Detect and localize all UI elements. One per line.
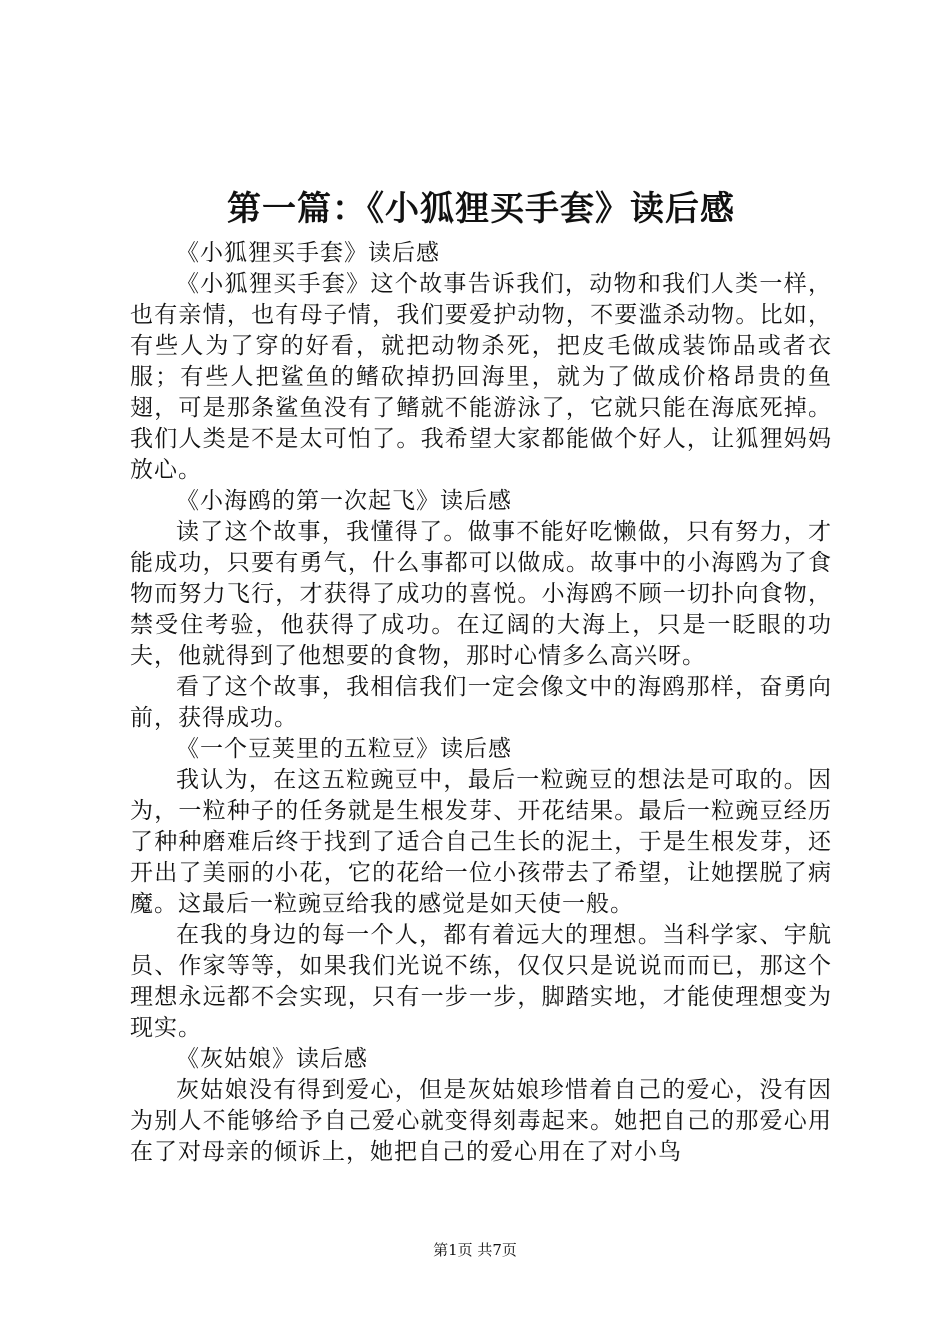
document-body <box>130 238 832 1168</box>
body-paragraph: 我认为，在这五粒豌豆中，最后一粒豌豆的想法是可取的。因为，一粒种子的任务就是生根发芽、开花结果。最后一粒豌豆经历了种种磨难后终于找到了适合自己生长的泥土，于是生根发芽，还开出了美丽的小花，它的花给一位小孩带去了希望，让她摆脱了病魔。这最后一粒豌豆给我的感觉是如天使一般。 <box>130 767 832 917</box>
body-paragraph: 《小狐狸买手套》这个故事告诉我们，动物和我们人类一样，也有亲情，也有母子情，我们要爱护动物，不要滥杀动物。比如，有些人为了穿的好看，就把动物杀死，把皮毛做成装饰品或者衣服；有些人把鲨鱼的鳍砍掉扔回海里，就为了做成价格昂贵的鱼翅，可是那条鲨鱼没有了鳍就不能游泳了，它就只能在海底死掉。我们人类是不是太可怕了。我希望大家都能做个好人，让狐狸妈妈放心。 <box>130 271 832 483</box>
section-heading: 《灰姑娘》读后感 <box>176 1046 368 1072</box>
section-heading: 《小狐狸买手套》读后感 <box>176 240 440 266</box>
section-heading: 《小海鸥的第一次起飞》读后感 <box>176 488 512 514</box>
section-heading: 《一个豆荚里的五粒豆》读后感 <box>176 736 512 762</box>
page-footer <box>0 1240 950 1260</box>
document-title: 第一篇：《小狐狸买手套》读后感 <box>227 189 735 229</box>
body-paragraph: 在我的身边的每一个人，都有着远大的理想。当科学家、宇航员、作家等等，如果我们光说不练，仅仅只是说说而而已，那这个理想永远都不会实现，只有一步一步，脚踏实地，才能使理想变为现实。 <box>130 922 832 1041</box>
body-paragraph: 读了这个故事，我懂得了。做事不能好吃懒做，只有努力，才能成功，只要有勇气，什么事都可以做成。故事中的小海鸥为了食物而努力飞行，才获得了成功的喜悦。小海鸥不顾一切扑向食物，禁受住考验，他获得了成功。在辽阔的大海上，只是一眨眼的功夫，他就得到了他想要的食物，那时心情多么高兴呀。 <box>130 519 832 669</box>
body-paragraph: 灰姑娘没有得到爱心，但是灰姑娘珍惜着自己的爱心，没有因为别人不能够给予自己爱心就变得刻毒起来。她把自己的那爱心用在了对母亲的倾诉上，她把自己的爱心用在了对小鸟 <box>130 1077 832 1165</box>
body-paragraph: 看了这个故事，我相信我们一定会像文中的海鸥那样，奋勇向前，获得成功。 <box>130 674 832 731</box>
document-page <box>130 186 832 1168</box>
page-indicator: 第1页 共7页 <box>433 1241 517 1259</box>
